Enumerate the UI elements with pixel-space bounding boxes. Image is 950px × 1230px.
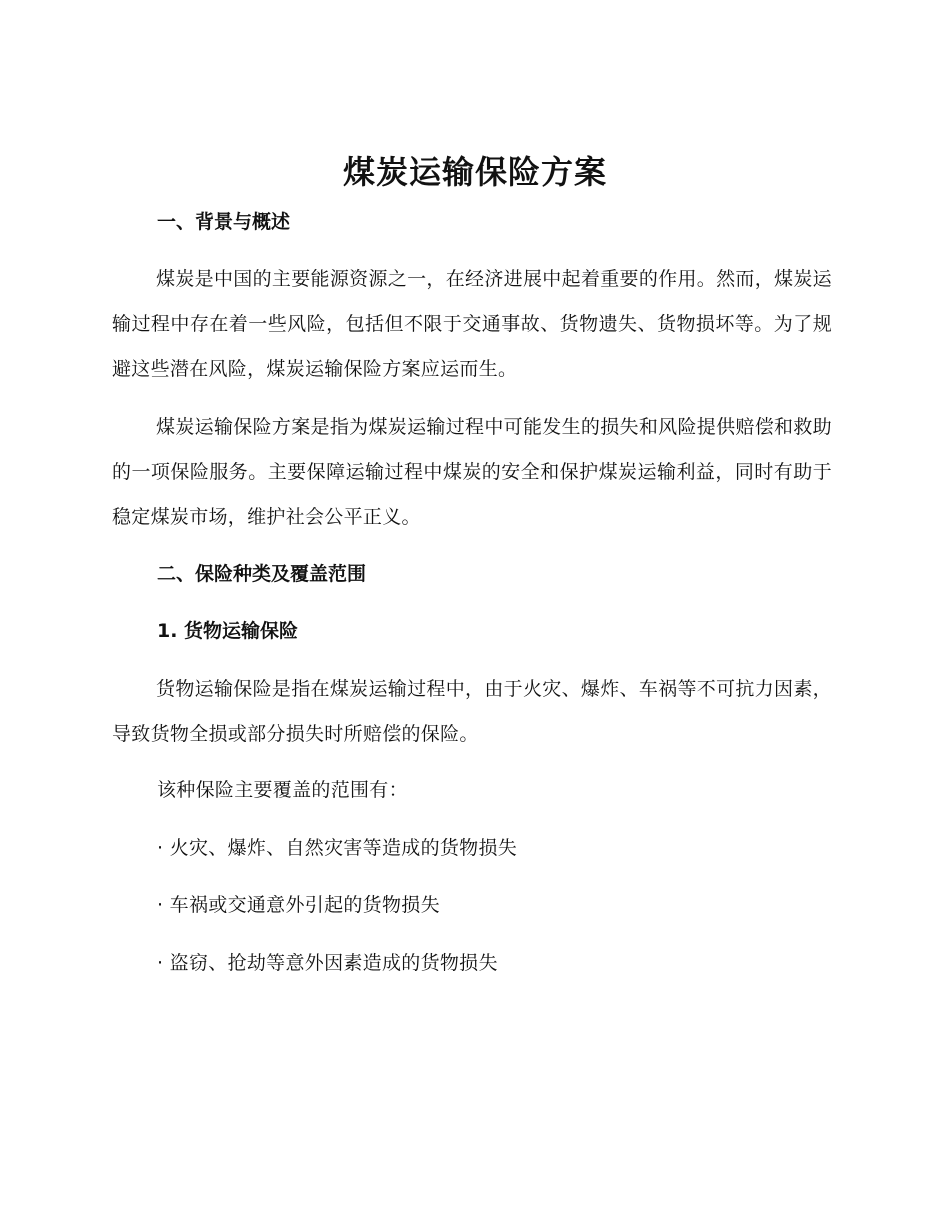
section-heading-background: 一、背景与概述 (157, 211, 291, 233)
document-title: 煤炭运输保险方案 (342, 153, 607, 191)
coverage-item: · 盗窃、抢劫等意外因素造成的货物损失 (157, 952, 498, 974)
paragraph-background-2: 煤炭运输保险方案是指为煤炭运输过程中可能发生的损失和风险提供赔偿和救助的一项保险服务。主要保障运输过程中煤炭的安全和保护煤炭运输利益，同时有助于稳定煤炭市场，维护社会公平正义。 (112, 416, 832, 528)
coverage-intro: 该种保险主要覆盖的范围有： (157, 779, 408, 801)
section-heading-insurance-types: 二、保险种类及覆盖范围 (157, 563, 367, 585)
subsection-heading-cargo-insurance: 1. 货物运输保险 (157, 620, 299, 642)
paragraph-cargo-insurance: 货物运输保险是指在煤炭运输过程中，由于火灾、爆炸、车祸等不可抗力因素，导致货物全损或部分损失时所赔偿的保险。 (112, 678, 832, 745)
paragraph-background-1: 煤炭是中国的主要能源资源之一，在经济进展中起着重要的作用。然而，煤炭运输过程中存在着一些风险，包括但不限于交通事故、货物遗失、货物损坏等。为了规避这些潜在风险，煤炭运输保险方案应运而生。 (112, 268, 832, 380)
coverage-item: · 车祸或交通意外引起的货物损失 (157, 894, 440, 916)
coverage-item: · 火灾、爆炸、自然灾害等造成的货物损失 (157, 837, 518, 859)
